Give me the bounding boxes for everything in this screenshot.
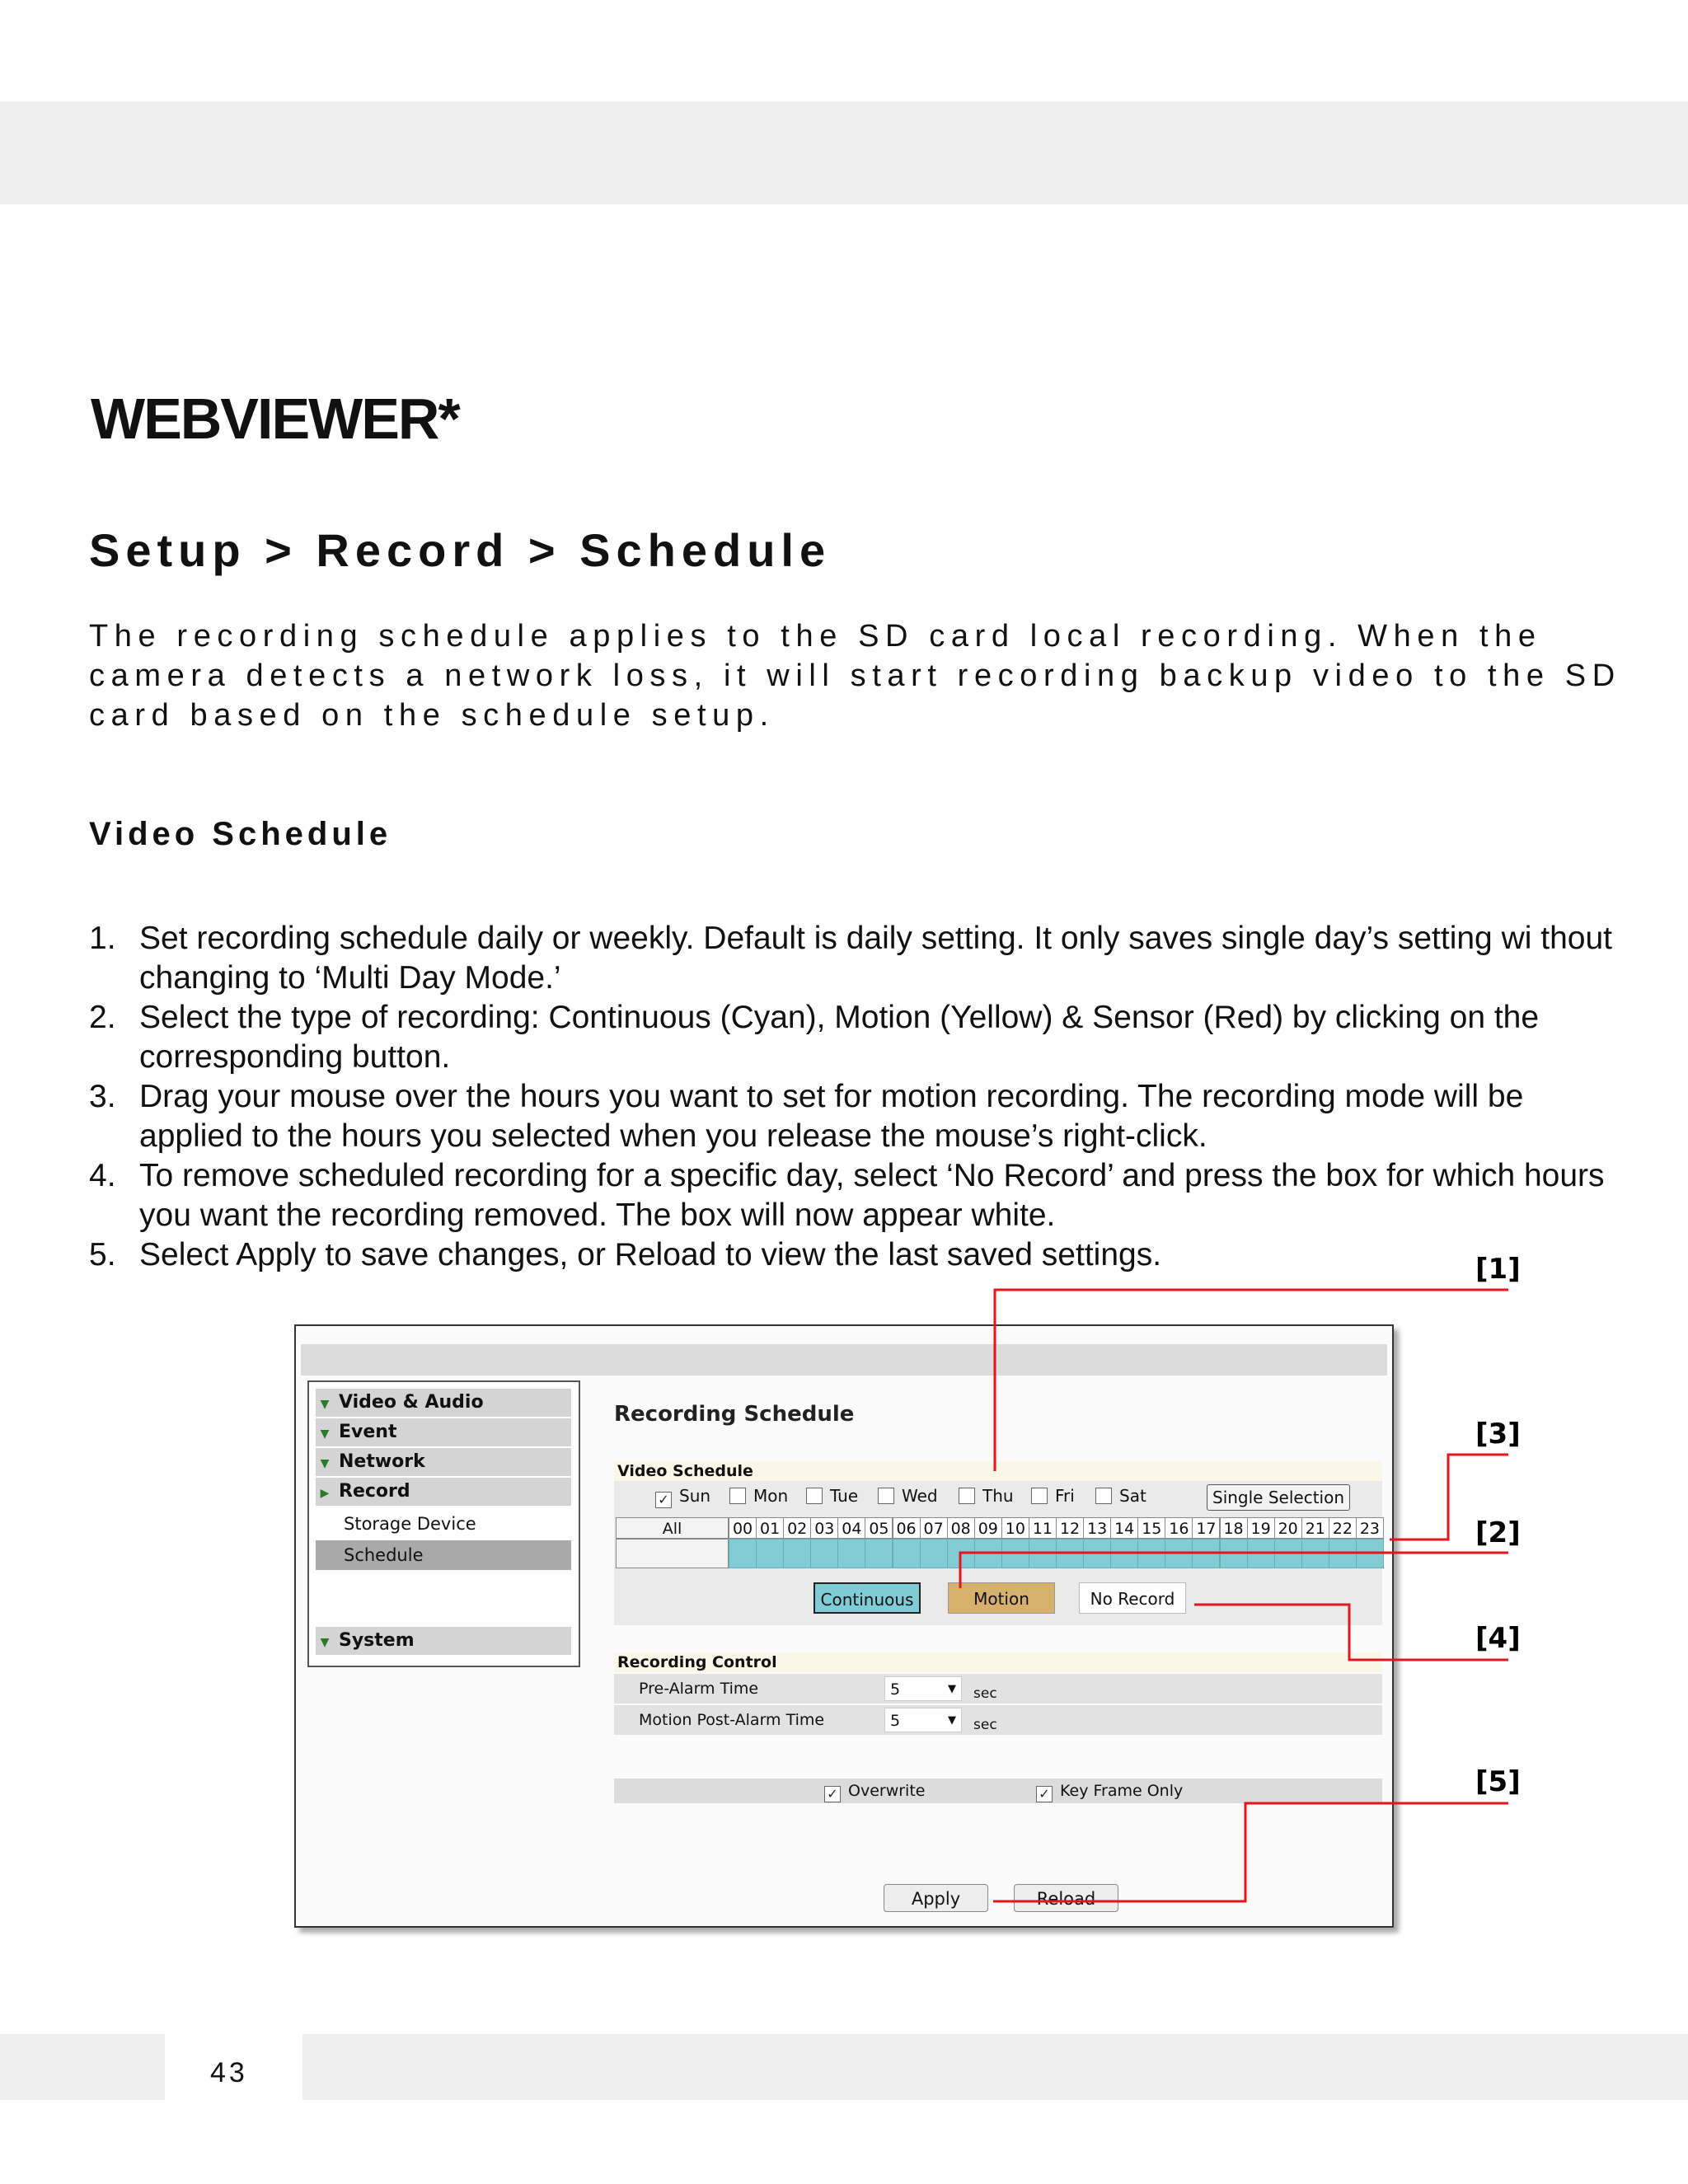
hour-cell[interactable] — [1356, 1539, 1384, 1568]
hour-label: 09 — [974, 1517, 1002, 1539]
reload-button[interactable]: Reload — [1014, 1884, 1118, 1912]
hour-cell[interactable] — [974, 1539, 1002, 1568]
day-checkbox-fri[interactable] — [1031, 1486, 1075, 1506]
hour-label: 21 — [1301, 1517, 1329, 1539]
settings-sidebar — [307, 1380, 580, 1667]
sidebar-item-label: Event — [339, 1422, 397, 1442]
hour-label: 17 — [1192, 1517, 1220, 1539]
day-label: Thu — [982, 1486, 1014, 1506]
hour-label: 19 — [1247, 1517, 1275, 1539]
day-checkbox-sun[interactable] — [655, 1486, 710, 1508]
recording-control-header: Recording Control — [614, 1652, 1382, 1672]
motion-mode-button[interactable]: Motion — [948, 1582, 1055, 1614]
dropdown-arrow-icon: ▼ — [948, 1714, 956, 1727]
caret-down-icon: ▼ — [320, 1398, 330, 1411]
hour-label: 12 — [1056, 1517, 1084, 1539]
day-label: Sun — [679, 1486, 711, 1506]
hour-label: 02 — [783, 1517, 811, 1539]
webviewer-screenshot — [294, 1324, 1394, 1928]
hour-cell[interactable] — [810, 1539, 838, 1568]
day-checkbox-mon[interactable] — [729, 1486, 788, 1506]
hour-label: 22 — [1329, 1517, 1357, 1539]
hour-label: 04 — [837, 1517, 865, 1539]
select-value: 5 — [890, 1680, 901, 1699]
footer-band-left — [0, 2034, 165, 2100]
select-value: 5 — [890, 1712, 901, 1730]
sidebar-item-label: System — [339, 1630, 415, 1651]
recording-schedule-title: Recording Schedule — [614, 1402, 855, 1427]
section-title: Setup > Record > Schedule — [89, 524, 832, 576]
step-text: Set recording schedule daily or weekly. Default is daily setting. It only saves single day’s setting wi thout changing to ‘Multi Day Mode.’ — [139, 921, 1612, 996]
no-record-button[interactable]: No Record — [1079, 1582, 1186, 1614]
hour-cell[interactable] — [1329, 1539, 1357, 1568]
hour-cell[interactable] — [1056, 1539, 1084, 1568]
hour-cell[interactable] — [1220, 1539, 1248, 1568]
hour-cell[interactable] — [865, 1539, 893, 1568]
sidebar-item-system[interactable] — [316, 1627, 571, 1655]
hour-cell[interactable] — [1274, 1539, 1302, 1568]
caret-down-icon: ▼ — [320, 1427, 330, 1441]
caret-down-icon: ▼ — [320, 1457, 330, 1470]
step-item — [89, 1156, 1622, 1235]
steps-list — [89, 919, 1622, 1275]
subsection-title: Video Schedule — [89, 816, 392, 852]
sidebar-item-event[interactable] — [316, 1418, 571, 1446]
checkbox-icon — [959, 1488, 975, 1504]
hour-label: 05 — [865, 1517, 893, 1539]
day-checkbox-tue[interactable] — [806, 1486, 858, 1506]
post-alarm-row — [614, 1705, 1382, 1735]
day-label: Mon — [753, 1486, 789, 1506]
day-checkbox-wed[interactable] — [878, 1486, 938, 1506]
hour-cell[interactable] — [1165, 1539, 1193, 1568]
page-number: 43 — [210, 2057, 248, 2088]
option-label: Overwrite — [848, 1782, 926, 1800]
post-alarm-select[interactable] — [884, 1708, 962, 1732]
dropdown-arrow-icon: ▼ — [948, 1683, 956, 1695]
day-label: Tue — [830, 1486, 859, 1506]
checkbox-icon — [806, 1488, 823, 1504]
step-item — [89, 1235, 1622, 1275]
day-checkbox-sat[interactable] — [1095, 1486, 1146, 1506]
step-text: Drag your mouse over the hours you want to set for motion recording. The recording mode will be applied to the hours you selected when you release the mouse’s right-click. — [139, 1079, 1524, 1154]
hour-label: 20 — [1274, 1517, 1302, 1539]
sidebar-item-label: Network — [339, 1451, 425, 1472]
step-number: 2. — [89, 1000, 116, 1035]
checkbox-icon — [1031, 1488, 1048, 1504]
hour-label: 13 — [1083, 1517, 1111, 1539]
day-checkbox-thu[interactable] — [959, 1486, 1014, 1506]
select-all-hours-button[interactable]: All — [616, 1517, 729, 1539]
webviewer-topbar — [301, 1344, 1387, 1376]
callout-2: [2] — [1475, 1516, 1521, 1549]
callout-1: [1] — [1475, 1253, 1521, 1286]
callout-4: [4] — [1475, 1622, 1521, 1655]
checkbox-icon — [729, 1488, 746, 1504]
single-selection-button[interactable]: Single Selection — [1207, 1484, 1350, 1511]
header-band — [0, 101, 1688, 204]
caret-right-icon: ▶ — [320, 1487, 330, 1500]
hour-label: 14 — [1110, 1517, 1138, 1539]
step-text: To remove scheduled recording for a specific day, select ‘No Record’ and press the box for which hours you want the recording removed. The box will now appear white. — [139, 1158, 1605, 1233]
hour-cell[interactable] — [837, 1539, 865, 1568]
hour-cell[interactable] — [947, 1539, 975, 1568]
hour-cell[interactable] — [1083, 1539, 1111, 1568]
apply-button[interactable]: Apply — [884, 1884, 988, 1912]
checkbox-icon — [1095, 1488, 1112, 1504]
hour-cell[interactable] — [783, 1539, 811, 1568]
options-row — [614, 1779, 1382, 1803]
hour-cell[interactable] — [920, 1539, 948, 1568]
hour-label: 06 — [893, 1517, 921, 1539]
sidebar-item-label: Record — [339, 1481, 410, 1502]
day-row-header — [616, 1539, 729, 1568]
hour-label: 00 — [729, 1517, 757, 1539]
hour-cell[interactable] — [893, 1539, 921, 1568]
key-frame-only-checkbox[interactable] — [1036, 1779, 1183, 1803]
step-item — [89, 1077, 1622, 1156]
sidebar-subitem-schedule[interactable]: Schedule — [316, 1540, 571, 1570]
hour-label: 23 — [1356, 1517, 1384, 1539]
sidebar-item-record[interactable] — [316, 1478, 571, 1506]
step-text: Select the type of recording: Continuous (Cyan), Motion (Yellow) & Sensor (Red) by clicking on the corresponding button. — [139, 1000, 1540, 1075]
day-label: Wed — [902, 1486, 938, 1506]
video-schedule-panel — [614, 1481, 1382, 1625]
sidebar-item-label: Video & Audio — [339, 1392, 484, 1413]
unit-label: sec — [973, 1717, 997, 1733]
hour-label: 03 — [810, 1517, 838, 1539]
hour-label: 15 — [1137, 1517, 1165, 1539]
video-schedule-header: Video Schedule — [614, 1461, 1382, 1481]
hour-cell[interactable] — [1192, 1539, 1220, 1568]
hour-cells-row — [729, 1539, 1383, 1568]
checkbox-checked-icon: ✓ — [1036, 1786, 1053, 1802]
day-label: Sat — [1119, 1486, 1146, 1506]
footer-band-right — [302, 2034, 1688, 2100]
hour-label: 16 — [1165, 1517, 1193, 1539]
step-item — [89, 998, 1622, 1077]
sidebar-subitem-storage-device[interactable]: Storage Device — [344, 1514, 476, 1534]
step-text: Select Apply to save changes, or Reload to view the last saved settings. — [139, 1237, 1162, 1272]
step-item — [89, 919, 1622, 998]
hour-label: 11 — [1029, 1517, 1057, 1539]
hour-cell[interactable] — [1301, 1539, 1329, 1568]
hour-cell[interactable] — [756, 1539, 784, 1568]
hour-label: 10 — [1001, 1517, 1029, 1539]
unit-label: sec — [973, 1685, 997, 1702]
continuous-mode-button[interactable]: Continuous — [814, 1582, 921, 1614]
step-number: 5. — [89, 1237, 116, 1272]
hour-cell[interactable] — [729, 1539, 757, 1568]
hour-label: 18 — [1220, 1517, 1248, 1539]
callout-5: [5] — [1475, 1765, 1521, 1798]
hour-label: 01 — [756, 1517, 784, 1539]
hour-cell[interactable] — [1137, 1539, 1165, 1568]
post-alarm-label: Motion Post-Alarm Time — [639, 1711, 825, 1729]
hour-label: 07 — [920, 1517, 948, 1539]
hour-cell[interactable] — [1001, 1539, 1029, 1568]
sidebar-item-network[interactable] — [316, 1448, 571, 1476]
pre-alarm-label: Pre-Alarm Time — [639, 1680, 759, 1698]
intro-paragraph: The recording schedule applies to the SD card local recording. When the camera detects a network loss, it will start recording backup video to the SD card based on the schedule setup. — [89, 619, 1621, 733]
caret-down-icon: ▼ — [320, 1636, 330, 1649]
hour-cell[interactable] — [1247, 1539, 1275, 1568]
hour-cell[interactable] — [1110, 1539, 1138, 1568]
checkbox-icon — [878, 1488, 894, 1504]
sidebar-item-video-audio[interactable] — [316, 1389, 571, 1417]
day-label: Fri — [1055, 1486, 1075, 1506]
step-number: 4. — [89, 1158, 116, 1193]
hour-cell[interactable] — [1029, 1539, 1057, 1568]
callout-3: [3] — [1475, 1418, 1521, 1451]
option-label: Key Frame Only — [1060, 1782, 1184, 1800]
checkbox-checked-icon: ✓ — [655, 1492, 672, 1508]
checkbox-checked-icon: ✓ — [824, 1786, 841, 1802]
step-number: 1. — [89, 921, 116, 956]
document-title: WEBVIEWER* — [91, 387, 459, 451]
pre-alarm-row — [614, 1674, 1382, 1704]
pre-alarm-select[interactable] — [884, 1676, 962, 1701]
hour-label: 08 — [947, 1517, 975, 1539]
overwrite-checkbox[interactable] — [824, 1779, 925, 1803]
hour-labels-row — [729, 1517, 1383, 1539]
step-number: 3. — [89, 1079, 116, 1114]
